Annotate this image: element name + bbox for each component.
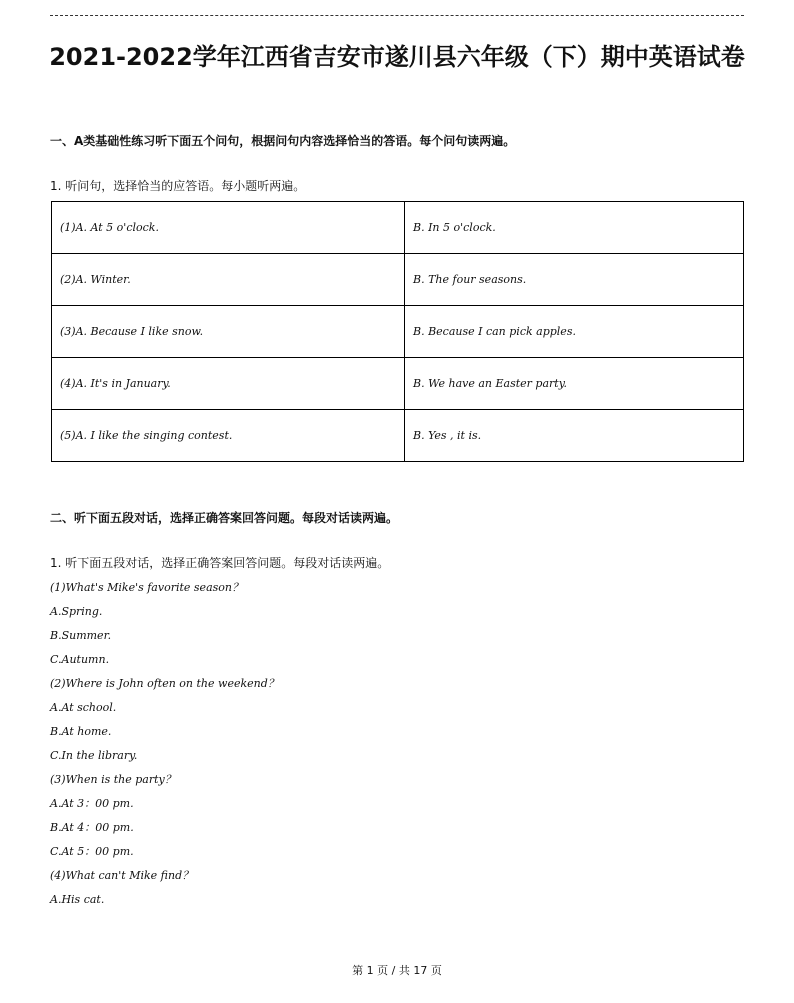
option-a-cell: (4)A. It's in January.	[52, 358, 405, 410]
table-row	[52, 202, 744, 254]
option-b-cell: B. In 5 o'clock.	[405, 202, 744, 254]
table-row	[52, 358, 744, 410]
list-item: A.Spring.	[50, 605, 103, 618]
option-b-cell: B. We have an Easter party.	[405, 358, 744, 410]
option-a-cell: (1)A. At 5 o'clock.	[52, 202, 405, 254]
section-1-heading: 一、A类基础性练习听下面五个问句，根据问句内容选择恰当的答语。每个问句读两遍。	[50, 134, 516, 148]
list-item: A.His cat.	[50, 893, 105, 906]
page-title: 2021-2022学年江西省吉安市遂川县六年级（下）期中英语试卷	[49, 43, 745, 71]
option-a-cell: (2)A. Winter.	[52, 254, 405, 306]
list-item: C.At 5：00 pm.	[50, 845, 134, 858]
option-b-cell: B. Yes , it is.	[405, 410, 744, 462]
option-b-cell: B. Because I can pick apples.	[405, 306, 744, 358]
section-2-heading: 二、听下面五段对话，选择正确答案回答问题。每段对话读两遍。	[50, 511, 399, 525]
list-item: C.In the library.	[50, 749, 138, 762]
section-1-question: 1. 听问句，选择恰当的应答语。每小题听两遍。	[50, 179, 306, 193]
table-row	[52, 306, 744, 358]
dialogue-questions	[50, 576, 279, 912]
list-item: A.At 3：00 pm.	[50, 797, 134, 810]
option-a-cell: (3)A. Because I like snow.	[52, 306, 405, 358]
list-item: (3)When is the party？	[50, 773, 176, 786]
list-item: B.At 4：00 pm.	[50, 821, 134, 834]
list-item: B.At home.	[50, 725, 112, 738]
list-item: C.Autumn.	[50, 653, 110, 666]
list-item: B.Summer.	[50, 629, 112, 642]
table-row	[52, 254, 744, 306]
list-item: A.At school.	[50, 701, 117, 714]
page-footer: 第 1 页 / 共 17 页	[352, 964, 442, 977]
list-item: (1)What's Mike's favorite season？	[50, 581, 243, 594]
list-item: (4)What can't Mike find？	[50, 869, 194, 882]
list-item: (2)Where is John often on the weekend？	[50, 677, 279, 690]
table-row	[52, 410, 744, 462]
section-2-question: 1. 听下面五段对话，选择正确答案回答问题。每段对话读两遍。	[50, 556, 390, 570]
answer-options-table	[51, 201, 744, 462]
option-b-cell: B. The four seasons.	[405, 254, 744, 306]
option-a-cell: (5)A. I like the singing contest.	[52, 410, 405, 462]
top-dashed-rule	[50, 15, 744, 16]
